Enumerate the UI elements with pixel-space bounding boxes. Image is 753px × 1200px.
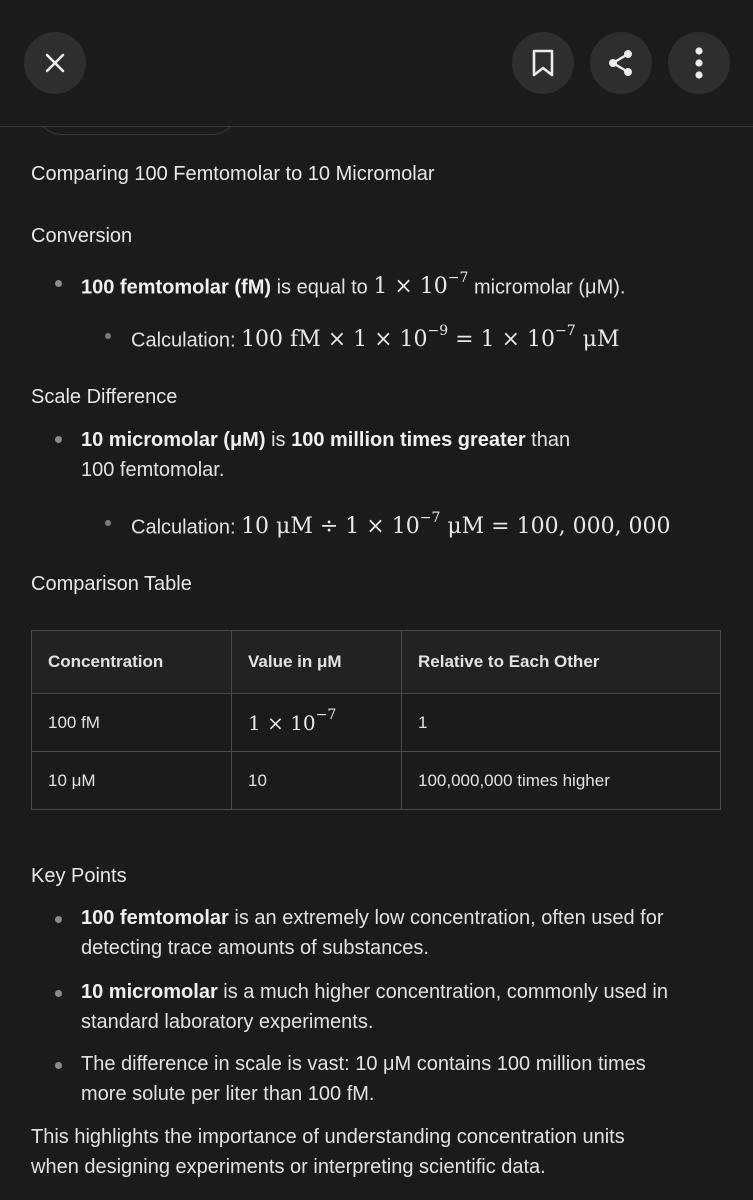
bold-term: 100 femtomolar (fM) — [81, 276, 272, 299]
close-button[interactable] — [24, 32, 86, 94]
share-button[interactable] — [590, 32, 652, 94]
bullet-text: is equal to — [271, 276, 374, 299]
column-header: Value in μM — [232, 631, 402, 694]
math-part: μM — [575, 327, 620, 353]
bookmark-icon — [530, 48, 556, 78]
more-vertical-icon — [693, 46, 705, 80]
bullet-text: The difference in scale is vast: 10 μM contains 100 million times — [81, 1053, 646, 1075]
scale-heading: Scale Difference — [31, 386, 178, 408]
closing-paragraph — [31, 1122, 625, 1182]
conversion-heading: Conversion — [31, 225, 133, 247]
math-part: = 1 × 10 — [448, 327, 556, 353]
conversion-calculation — [131, 319, 620, 355]
bold-term: 10 micromolar — [81, 981, 218, 1003]
calc-label: Calculation: — [131, 329, 242, 352]
paragraph-line: when designing experiments or interpreting scientific data. — [31, 1156, 546, 1178]
math-part: 10 μM ÷ 1 × 10 — [241, 514, 420, 540]
table-cell: 100,000,000 times higher — [402, 752, 721, 810]
bullet-dot — [55, 1062, 62, 1069]
bold-term: 10 micromolar (μM) — [81, 429, 266, 451]
bullet-text: more solute per liter than 100 fM. — [81, 1083, 375, 1105]
bullet-text: standard laboratory experiments. — [81, 1011, 374, 1033]
column-header: Concentration — [32, 631, 232, 694]
math-exponent: −7 — [447, 270, 469, 286]
sub-bullet-dot — [105, 520, 111, 526]
table-cell: 10 μM — [32, 752, 232, 810]
table-header-row — [32, 631, 721, 694]
math-expression — [373, 270, 469, 300]
table-cell — [232, 694, 402, 752]
bold-term: 100 million times greater — [291, 429, 526, 451]
paragraph-line: This highlights the importance of understanding concentration units — [31, 1126, 625, 1148]
table-row — [32, 694, 721, 752]
table-cell: 10 — [232, 752, 402, 810]
top-toolbar — [0, 0, 753, 127]
math-exponent: −7 — [315, 707, 337, 724]
bullet-text: micromolar (μM). — [468, 276, 626, 299]
close-icon — [43, 51, 67, 75]
bold-term: 100 femtomolar — [81, 907, 229, 929]
more-options-button[interactable] — [668, 32, 730, 94]
math-expression — [241, 510, 671, 540]
table-heading: Comparison Table — [31, 573, 192, 595]
bullet-dot — [55, 436, 62, 443]
table-row — [32, 752, 721, 810]
column-header: Relative to Each Other — [402, 631, 721, 694]
math-part: 100 fM × 1 × 10 — [241, 327, 428, 353]
bullet-text: detecting trace amounts of substances. — [81, 937, 429, 959]
calc-label: Calculation: — [131, 516, 242, 539]
scale-bullet — [81, 425, 570, 485]
key-point-item — [81, 977, 668, 1037]
table-cell: 1 — [402, 694, 721, 752]
comparison-table — [31, 630, 721, 810]
bullet-text: is an extremely low concentration, often used for — [228, 907, 664, 929]
key-point-item — [81, 903, 664, 963]
scale-calculation — [131, 506, 671, 542]
bullet-dot — [55, 916, 62, 923]
share-icon — [606, 48, 636, 78]
math-expression — [241, 323, 620, 353]
math-part: μM = 100, 000, 000 — [440, 514, 671, 540]
bookmark-button[interactable] — [512, 32, 574, 94]
bullet-text: is a much higher concentration, commonly used in — [217, 981, 668, 1003]
conversion-bullet — [81, 266, 625, 302]
bullet-dot — [55, 280, 62, 287]
math-expression — [248, 707, 337, 735]
bullet-text: is — [265, 429, 292, 451]
sub-bullet-dot — [105, 333, 111, 339]
math-exponent: −7 — [555, 323, 576, 339]
math-exponent: −9 — [427, 323, 449, 339]
bullet-dot — [55, 990, 62, 997]
math-exponent: −7 — [419, 510, 441, 526]
table-cell: 100 fM — [32, 694, 232, 752]
math-base: 1 × 10 — [248, 710, 316, 735]
bullet-text: 100 femtomolar. — [81, 459, 225, 481]
key-points-heading: Key Points — [31, 865, 127, 887]
math-base: 1 × 10 — [373, 274, 448, 300]
article-title: Comparing 100 Femtomolar to 10 Micromolar — [31, 163, 435, 185]
bullet-text: than — [525, 429, 571, 451]
key-point-item — [81, 1049, 646, 1109]
